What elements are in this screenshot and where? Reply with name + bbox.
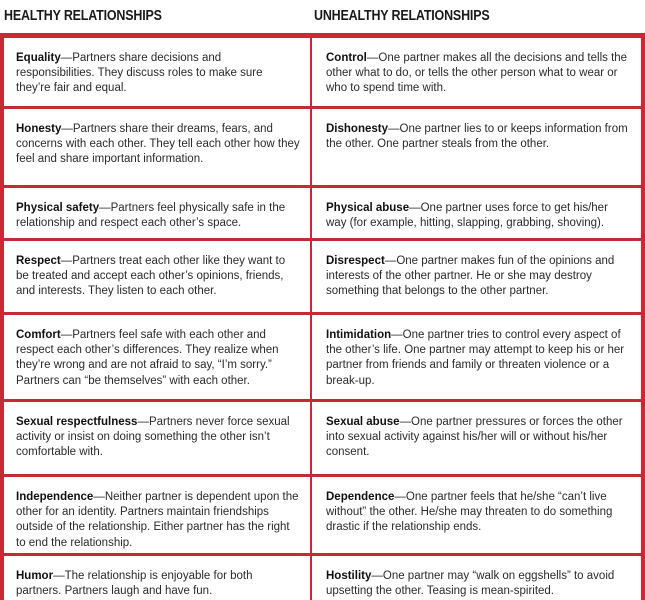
comparison-table: [0, 33, 645, 600]
description: —Partners feel safe with each other and respect each other’s differences. They realize when they’re wrong and are not afraid to say, “I’m sorry.” Partners can “be themselves” with each other.: [16, 329, 279, 387]
description: —One partner uses force to get his/her way (for example, hitting, slapping, grabbing, shoving).: [326, 202, 608, 230]
description: —Partners feel physically safe in the relationship and respect each other’s space.: [16, 202, 286, 230]
term: Dishonesty: [326, 123, 388, 135]
unhealthy-cell-physical-abuse: [312, 188, 641, 238]
healthy-cell-equality: [4, 38, 310, 106]
term: Disrespect: [326, 255, 385, 267]
term: Dependence: [326, 491, 395, 503]
term: Intimidation: [326, 329, 392, 341]
healthy-cell-physical-safety: [4, 188, 310, 238]
term: Independence: [16, 491, 94, 503]
healthy-cell-respect: [4, 241, 310, 312]
description: —The relationship is enjoyable for both partners. Partners laugh and have fun.: [16, 570, 253, 598]
healthy-cell-honesty: [4, 109, 310, 185]
healthy-cell-sexual-respectfulness: [4, 402, 310, 474]
term: Sexual respectfulness: [16, 416, 138, 428]
unhealthy-cell-dishonesty: [312, 109, 641, 185]
term: Respect: [16, 255, 61, 267]
description: —Partners never force sexual activity or insist on doing something the other isn’t comfortable with.: [16, 416, 290, 459]
unhealthy-cell-disrespect: [312, 241, 641, 312]
term: Physical abuse: [326, 202, 410, 214]
term: Humor: [16, 570, 54, 582]
term: Control: [326, 52, 367, 64]
term: Honesty: [16, 123, 62, 135]
description: —One partner may “walk on eggshells” to avoid upsetting the other. Teasing is mean-spirited.: [326, 570, 615, 598]
unhealthy-cell-intimidation: [312, 315, 641, 399]
description: —One partner pressures or forces the other into sexual activity against his/her will or without his/her consent.: [326, 416, 623, 459]
unhealthy-column-header: UNHEALTHY RELATIONSHIPS: [314, 8, 490, 24]
term: Hostility: [326, 570, 372, 582]
term: Comfort: [16, 329, 61, 341]
description: —Partners share their dreams, fears, and concerns with each other. They tell each other how they feel and share important information.: [16, 123, 300, 166]
term: Physical safety: [16, 202, 100, 214]
healthy-cell-humor: [4, 556, 310, 600]
description: —One partner tries to control every aspect of the other’s life. One partner may attempt to keep his or her partner from friends and family or threaten violence or a break-up.: [326, 329, 625, 387]
unhealthy-cell-dependence: [312, 477, 641, 553]
description: —One partner makes fun of the opinions and interests of the other partner. He or she may destroy something that belongs to the other partner.: [326, 255, 615, 298]
description: —One partner feels that he/she “can’t live without” the other. He/she may threaten to do something drastic if the relationship ends.: [326, 491, 613, 534]
healthy-cell-independence: [4, 477, 310, 553]
unhealthy-cell-hostility: [312, 556, 641, 600]
unhealthy-cell-sexual-abuse: [312, 402, 641, 474]
description: —One partner makes all the decisions and tells the other what to do, or tells the other person what to wear or who to spend time with.: [326, 52, 628, 95]
description: —Neither partner is dependent upon the other for an identity. Partners maintain friendships outside of the relationship. Either partner has the right to end the relationship.: [16, 491, 299, 549]
description: —Partners share decisions and responsibilities. They discuss roles to make sure they’re fair and equal.: [16, 52, 263, 95]
unhealthy-cell-control: [312, 38, 641, 106]
description: —One partner lies to or keeps information from the other. One partner steals from the other.: [326, 123, 628, 151]
description: —Partners treat each other like they want to be treated and accept each other’s opinions, friends, and interests. They listen to each other.: [16, 255, 286, 298]
term: Sexual abuse: [326, 416, 400, 428]
term: Equality: [16, 52, 61, 64]
healthy-cell-comfort: [4, 315, 310, 399]
healthy-column-header: HEALTHY RELATIONSHIPS: [4, 8, 162, 24]
